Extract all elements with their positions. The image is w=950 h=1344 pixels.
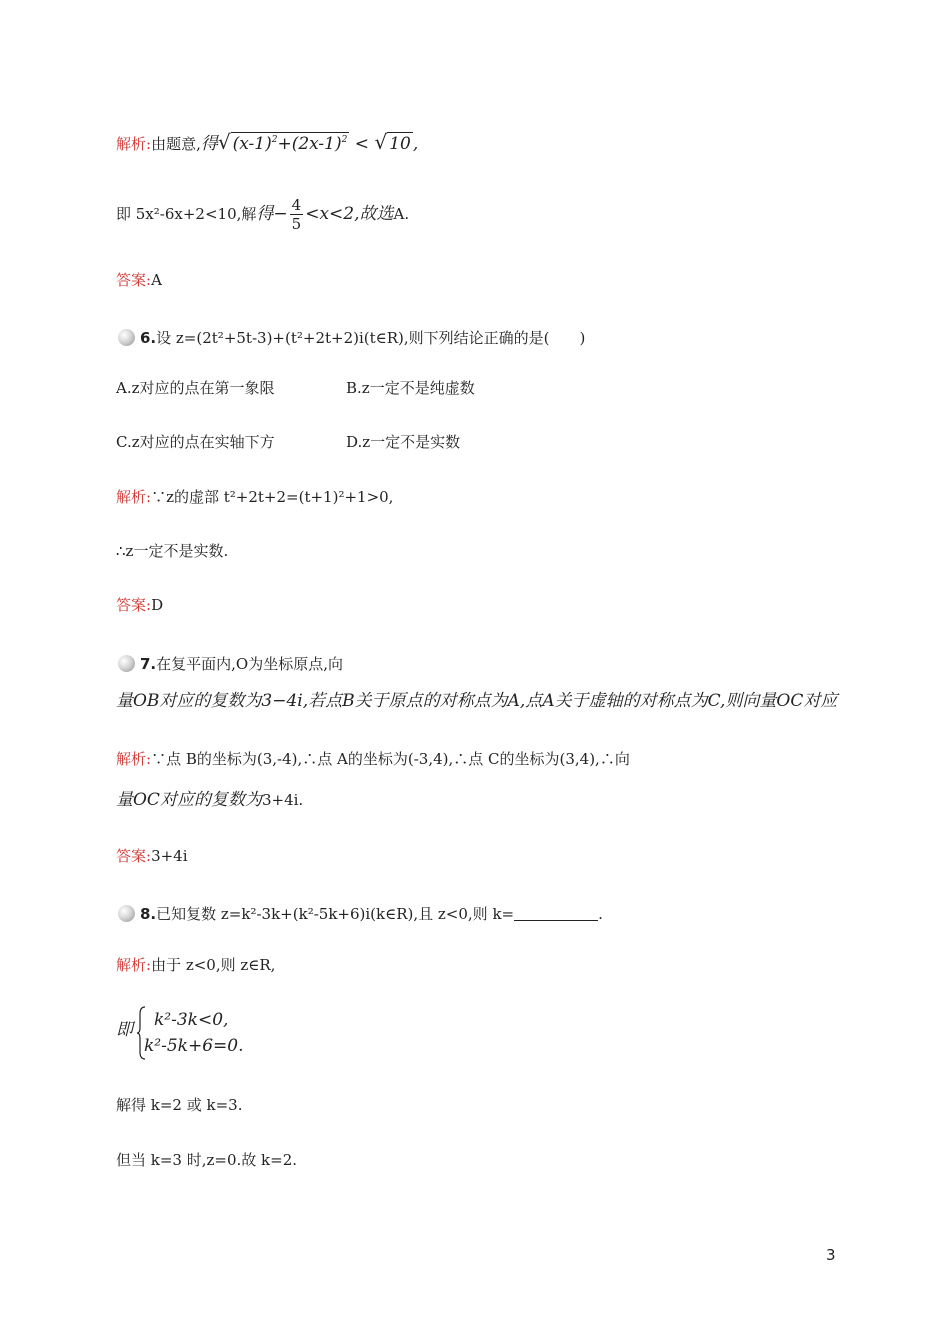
question-stem: 已知复数 z=k²-3k+(k²-5k+6)i(k∈R),且 z<0,则 k= bbox=[156, 905, 515, 923]
question-7-continued bbox=[116, 691, 837, 711]
final-text: 但当 k=3 时,z=0.故 k=2. bbox=[116, 1151, 298, 1169]
question-6 bbox=[116, 328, 585, 348]
question-8 bbox=[116, 904, 603, 924]
conclusion-math: 量OC对应的复数为 bbox=[116, 790, 262, 810]
analysis-label: 解析: bbox=[116, 135, 152, 153]
analysis-row-q7 bbox=[116, 749, 630, 769]
stem-suffix: . bbox=[598, 905, 603, 923]
question-stem: 在复平面内,O为坐标原点,向 bbox=[156, 655, 343, 673]
final-row-q8 bbox=[116, 1150, 297, 1170]
answer-label: 答案: bbox=[116, 596, 152, 614]
option-d bbox=[346, 432, 460, 452]
analysis-text: ∵点 B的坐标为(3,-4),∴点 A的坐标为(-3,4),∴点 C的坐标为(3,4),∴向 bbox=[151, 750, 630, 768]
system-prefix-text: 即 bbox=[116, 1020, 133, 1040]
question-number: 8. bbox=[140, 905, 157, 923]
answer-label: 答案: bbox=[116, 271, 152, 289]
answer-blank bbox=[514, 906, 598, 921]
step-math: 得− $\frac{4}{5}$ <x<2,故选 bbox=[256, 196, 394, 233]
question-number: 7. bbox=[140, 655, 157, 673]
analysis-label: 解析: bbox=[116, 956, 152, 974]
conclusion-tail: 3+4i. bbox=[261, 791, 304, 809]
option-c bbox=[116, 432, 275, 452]
system-line-2 bbox=[144, 1036, 244, 1056]
question-stem-cont: 量OB对应的复数为3−4i,若点B关于原点的对称点为A,点A关于虚轴的对称点为C,则向量OC对应 bbox=[116, 691, 838, 711]
analysis-text: ∵z的虚部 t²+2t+2=(t+1)²+1>0, bbox=[151, 488, 394, 506]
system-line-2-text: k²-5k+6=0. bbox=[144, 1036, 244, 1056]
analysis-label: 解析: bbox=[116, 488, 152, 506]
analysis-text: 由题意, bbox=[151, 135, 201, 153]
answer-label: 答案: bbox=[116, 847, 152, 865]
step-row-q5 bbox=[116, 196, 409, 233]
analysis-math: 得√ $(x-1)^2+(2x-1)^2$ < √ 10 , bbox=[200, 130, 419, 154]
analysis-row-q5 bbox=[116, 130, 418, 154]
question-7 bbox=[116, 654, 343, 674]
answer-row-q5 bbox=[116, 270, 162, 290]
question-number: 6. bbox=[140, 329, 157, 347]
option-b bbox=[346, 378, 475, 398]
system-line-1-text: k²-3k<0, bbox=[154, 1010, 229, 1030]
option-b-text: B.z一定不是纯虚数 bbox=[346, 379, 475, 397]
step-suffix: A. bbox=[393, 205, 410, 223]
bullet-icon bbox=[116, 329, 138, 345]
answer-value: D bbox=[151, 596, 164, 614]
analysis-label: 解析: bbox=[116, 750, 152, 768]
conclusion-row-q7 bbox=[116, 790, 303, 810]
answer-row-q7 bbox=[116, 846, 188, 866]
solve-text: 解得 k=2 或 k=3. bbox=[116, 1096, 243, 1114]
conclusion-row-q6 bbox=[116, 541, 228, 561]
option-c-text: C.z对应的点在实轴下方 bbox=[116, 433, 275, 451]
analysis-row-q8 bbox=[116, 955, 275, 975]
system-line-1 bbox=[154, 1010, 228, 1030]
analysis-row-q6 bbox=[116, 487, 393, 507]
answer-value: 3+4i bbox=[151, 847, 188, 865]
analysis-text: 由于 z<0,则 z∈R, bbox=[151, 956, 276, 974]
answer-row-q6 bbox=[116, 595, 163, 615]
bullet-icon bbox=[116, 655, 138, 671]
answer-value: A bbox=[151, 271, 162, 289]
option-d-text: D.z一定不是实数 bbox=[346, 433, 461, 451]
option-a bbox=[116, 378, 275, 398]
step-prefix: 即 5x²-6x+2<10,解 bbox=[116, 205, 257, 223]
conclusion-text: ∴z一定不是实数. bbox=[116, 542, 229, 560]
question-stem: 设 z=(2t²+5t-3)+(t²+2t+2)i(t∈R),则下列结论正确的是( ) bbox=[156, 329, 586, 347]
system-prefix bbox=[116, 1020, 133, 1040]
page-number: 3 bbox=[826, 1246, 836, 1264]
option-a-text: A.z对应的点在第一象限 bbox=[116, 379, 275, 397]
bullet-icon bbox=[116, 905, 138, 921]
solve-row-q8 bbox=[116, 1095, 242, 1115]
